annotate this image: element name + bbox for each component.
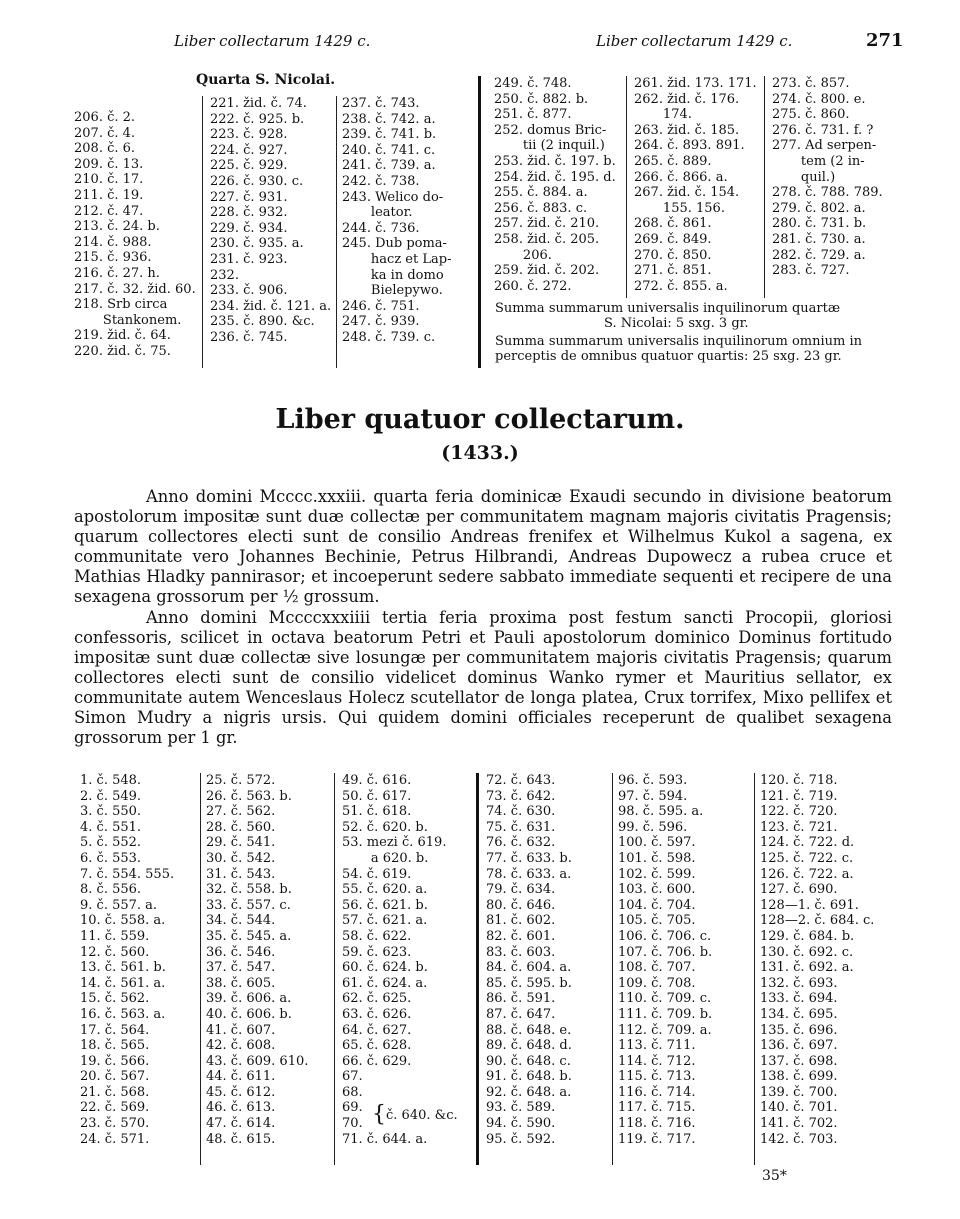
entry-line: 35. č. 545. a. <box>206 928 292 944</box>
entry-line: 282. č. 729. a. <box>772 247 866 263</box>
entry-line: 247. č. 939. <box>342 314 420 330</box>
entry-line: 41. č. 607. <box>206 1022 276 1038</box>
entry-line: 127. č. 690. <box>760 882 838 898</box>
entry-line: 234. žid. č. 121. a. <box>210 298 332 314</box>
entry-line: 87. č. 647. <box>486 1006 556 1022</box>
bottom-column-6 <box>760 773 874 1147</box>
entry-line: 276. č. 731. f. ? <box>772 122 874 138</box>
entry-line: 46. č. 613. <box>206 1100 276 1116</box>
entry-line: 11. č. 559. <box>80 928 150 944</box>
entry-line: 115. č. 713. <box>618 1069 696 1085</box>
entry-line: 101. č. 598. <box>618 850 696 866</box>
entry-line: 211. č. 19. <box>74 187 144 203</box>
entry-line: 238. č. 742. a. <box>342 111 436 127</box>
entry-line: 242. č. 738. <box>342 173 420 189</box>
entry-line: 12. č. 560. <box>80 944 150 960</box>
entry-line: 118. č. 716. <box>618 1116 696 1132</box>
entry-line: 26. č. 563. b. <box>206 788 292 804</box>
summary-line-3: Summa summarum universalis inquilinorum omnium in <box>495 334 862 349</box>
bottom-column-2 <box>206 773 308 1147</box>
entry-line: 119. č. 717. <box>618 1131 696 1147</box>
entry-line: ka in domo <box>342 267 444 283</box>
entry-line: 252. domus Bric- <box>494 122 607 138</box>
entry-line: 128—1. č. 691. <box>760 897 859 913</box>
signature-mark: 35* <box>762 1168 787 1184</box>
entry-line: 29. č. 541. <box>206 835 276 851</box>
right-running-head: Liber collectarum 1429 c. <box>596 32 793 50</box>
entry-line: 135. č. 696. <box>760 1022 838 1038</box>
entry-line: 56. č. 621. b. <box>342 897 428 913</box>
entry-line: 174. <box>634 107 692 123</box>
entry-line: 245. Dub poma- <box>342 236 447 252</box>
entry-line: 272. č. 855. a. <box>634 278 728 294</box>
entry-line: 233. č. 906. <box>210 283 288 299</box>
entry-line: 94. č. 590. <box>486 1116 556 1132</box>
entry-line: 239. č. 741. b. <box>342 127 437 143</box>
column-divider <box>334 773 335 1165</box>
entry-line: 5. č. 552. <box>80 835 142 851</box>
entry-line: 1. č. 548. <box>80 773 142 788</box>
entry-line: 73. č. 642. <box>486 788 556 804</box>
entry-line: 102. č. 599. <box>618 866 696 882</box>
entry-line: 108. č. 707. <box>618 960 696 976</box>
top-column-4 <box>494 76 616 294</box>
entry-line: 86. č. 591. <box>486 991 556 1007</box>
entry-line: 44. č. 611. <box>206 1069 276 1085</box>
entry-line: 215. č. 936. <box>74 250 152 266</box>
prose-body <box>74 487 892 748</box>
entry-line: 138. č. 699. <box>760 1069 838 1085</box>
page-number: 271 <box>866 30 904 51</box>
entry-line: 114. č. 712. <box>618 1053 696 1069</box>
entry-line: 75. č. 631. <box>486 819 556 835</box>
entry-line: 281. č. 730. a. <box>772 231 866 247</box>
summary-line-1: Summa summarum universalis inquilinorum quartæ <box>495 301 841 316</box>
entry-line: 8. č. 556. <box>80 882 142 898</box>
column-divider <box>612 773 613 1165</box>
entry-line: 111. č. 709. b. <box>618 1006 713 1022</box>
top-column-3 <box>342 96 451 346</box>
entry-line: 91. č. 648. b. <box>486 1069 572 1085</box>
entry-line: 48. č. 615. <box>206 1131 276 1147</box>
entry-line: 226. č. 930. c. <box>210 173 304 189</box>
entry-line: 22. č. 569. <box>80 1100 150 1116</box>
entry-line: 2. č. 549. <box>80 788 142 804</box>
entry-line: 253. žid. č. 197. b. <box>494 153 616 169</box>
entry-line: 123. č. 721. <box>760 819 838 835</box>
entry-line: 79. č. 634. <box>486 882 556 898</box>
entry-line: 96. č. 593. <box>618 773 688 788</box>
entry-line: 209. č. 13. <box>74 156 144 172</box>
entry-line: 280. č. 731. b. <box>772 216 867 232</box>
entry-line: 69. <box>342 1100 363 1116</box>
entry-line: 9. č. 557. a. <box>80 897 158 913</box>
document-title: Liber quatuor collectarum. <box>275 404 685 435</box>
summary-line-2: S. Nicolai: 5 sxg. 3 gr. <box>604 316 749 331</box>
entry-line: 100. č. 597. <box>618 835 696 851</box>
entry-line: 250. č. 882. b. <box>494 91 589 107</box>
entry-line: 104. č. 704. <box>618 897 696 913</box>
entry-line: 107. č. 706. b. <box>618 944 713 960</box>
entry-line: 4. č. 551. <box>80 819 142 835</box>
entry-line: 78. č. 633. a. <box>486 866 572 882</box>
entry-line: 264. č. 893. 891. <box>634 138 745 154</box>
entry-line: 18. č. 565. <box>80 1038 150 1054</box>
entry-line: 72. č. 643. <box>486 773 556 788</box>
entry-line: 130. č. 692. c. <box>760 944 854 960</box>
entry-line: 21. č. 568. <box>80 1084 150 1100</box>
entry-line: 224. č. 927. <box>210 142 288 158</box>
entry-line: 63. č. 626. <box>342 1006 412 1022</box>
entry-line: 66. č. 629. <box>342 1053 412 1069</box>
entry-line: 52. č. 620. b. <box>342 819 428 835</box>
entry-line: 244. č. 736. <box>342 220 420 236</box>
entry-line: 103. č. 600. <box>618 882 696 898</box>
entry-line: 140. č. 701. <box>760 1100 838 1116</box>
top-column-2 <box>210 96 331 346</box>
entry-line: 58. č. 622. <box>342 928 412 944</box>
entry-line: 65. č. 628. <box>342 1038 412 1054</box>
entry-line: 265. č. 889. <box>634 153 712 169</box>
column-divider <box>764 76 765 298</box>
entry-line: 20. č. 567. <box>80 1069 150 1085</box>
entry-line: 243. Welico do- <box>342 189 444 205</box>
entry-line: 67. <box>342 1069 363 1085</box>
bottom-column-1 <box>80 773 174 1147</box>
top-column-5 <box>634 76 757 294</box>
entry-line: 23. č. 570. <box>80 1116 150 1132</box>
summary-line-4: perceptis de omnibus quatuor quartis: 25 sxg. 23 gr. <box>495 349 842 364</box>
entry-line: a 620. b. <box>342 850 429 866</box>
column-divider <box>754 773 755 1165</box>
entry-line: 271. č. 851. <box>634 263 712 279</box>
entry-line: 70. <box>342 1116 363 1132</box>
entry-line: 131. č. 692. a. <box>760 960 854 976</box>
entry-line: 240. č. 741. c. <box>342 142 436 158</box>
section-heading: Quarta S. Nicolai. <box>196 72 336 88</box>
entry-line: 80. č. 646. <box>486 897 556 913</box>
column-divider <box>202 96 203 368</box>
entry-line: 62. č. 625. <box>342 991 412 1007</box>
entry-line: 7. č. 554. 555. <box>80 866 175 882</box>
entry-line: 28. č. 560. <box>206 819 276 835</box>
entry-line: 206. <box>494 247 552 263</box>
entry-line: 113. č. 711. <box>618 1038 696 1054</box>
entry-line: 60. č. 624. b. <box>342 960 428 976</box>
entry-line: 30. č. 542. <box>206 850 276 866</box>
entry-line: 274. č. 800. e. <box>772 91 866 107</box>
entry-line: 221. žid. č. 74. <box>210 96 307 111</box>
entry-line: 207. č. 4. <box>74 125 136 141</box>
entry-line: 236. č. 745. <box>210 329 288 345</box>
entry-line: 93. č. 589. <box>486 1100 556 1116</box>
entry-line: 241. č. 739. a. <box>342 158 436 174</box>
entry-line: 275. č. 860. <box>772 107 850 123</box>
entry-line: 212. č. 47. <box>74 203 144 219</box>
entry-line: 229. č. 934. <box>210 220 288 236</box>
entry-line: 219. žid. č. 64. <box>74 328 171 344</box>
entry-line: 89. č. 648. d. <box>486 1038 572 1054</box>
entry-line: 262. žid. č. 176. <box>634 91 740 107</box>
entry-line: 235. č. 890. &c. <box>210 314 315 330</box>
entry-line: 259. žid. č. 202. <box>494 263 600 279</box>
entry-line: 57. č. 621. a. <box>342 913 428 929</box>
entry-line: 90. č. 648. c. <box>486 1053 571 1069</box>
entry-line: 128—2. č. 684. c. <box>760 913 875 929</box>
entry-line: 55. č. 620. a. <box>342 882 428 898</box>
entry-line: 136. č. 697. <box>760 1038 838 1054</box>
entry-line: 137. č. 698. <box>760 1053 838 1069</box>
entry-line: 77. č. 633. b. <box>486 850 572 866</box>
entry-line: 141. č. 702. <box>760 1116 838 1132</box>
entry-line: 27. č. 562. <box>206 804 276 820</box>
entry-line: 117. č. 715. <box>618 1100 696 1116</box>
entry-line: 95. č. 592. <box>486 1131 556 1147</box>
entry-line: 237. č. 743. <box>342 96 420 111</box>
bottom-column-5 <box>618 773 712 1147</box>
entry-line: tem (2 in- <box>772 153 865 169</box>
entry-line: 16. č. 563. a. <box>80 1006 166 1022</box>
entry-line: 61. č. 624. a. <box>342 975 428 991</box>
entry-line: 6. č. 553. <box>80 850 142 866</box>
entry-line: 230. č. 935. a. <box>210 236 304 252</box>
entry-line: leator. <box>342 205 413 221</box>
entry-line: 227. č. 931. <box>210 189 288 205</box>
entry-line: 220. žid. č. 75. <box>74 343 171 359</box>
entry-line: 112. č. 709. a. <box>618 1022 712 1038</box>
entry-line: 53. mezi č. 619. <box>342 835 447 851</box>
entry-line: 116. č. 714. <box>618 1084 696 1100</box>
entry-line: 14. č. 561. a. <box>80 975 166 991</box>
entry-line: 13. č. 561. b. <box>80 960 166 976</box>
entry-line: 218. Srb circa <box>74 297 168 313</box>
entry-line: 71. č. 644. a. <box>342 1131 428 1147</box>
entry-line: 84. č. 604. a. <box>486 960 572 976</box>
entry-line: 254. žid. č. 195. d. <box>494 169 616 185</box>
entry-line: 50. č. 617. <box>342 788 412 804</box>
entry-line: 134. č. 695. <box>760 1006 838 1022</box>
entry-line: 232. <box>210 267 239 283</box>
entry-line: 105. č. 705. <box>618 913 696 929</box>
entry-line: 256. č. 883. c. <box>494 200 588 216</box>
entry-line: 208. č. 6. <box>74 141 136 157</box>
entry-line: 40. č. 606. b. <box>206 1006 292 1022</box>
entry-line: 279. č. 802. a. <box>772 200 866 216</box>
entry-line: 106. č. 706. c. <box>618 928 712 944</box>
entry-line: 25. č. 572. <box>206 773 276 788</box>
entry-line: 246. č. 751. <box>342 298 420 314</box>
entry-line: 266. č. 866. a. <box>634 169 728 185</box>
entry-line: 217. č. 32. žid. 60. <box>74 281 196 297</box>
entry-line: 268. č. 861. <box>634 216 712 232</box>
entry-line: 255. č. 884. a. <box>494 185 588 201</box>
entry-line: 126. č. 722. a. <box>760 866 854 882</box>
entry-line: 249. č. 748. <box>494 76 572 91</box>
entry-line: 17. č. 564. <box>80 1022 150 1038</box>
brace-mark: { <box>372 1102 386 1127</box>
entry-line: 216. č. 27. h. <box>74 265 160 281</box>
entry-line: 51. č. 618. <box>342 804 412 820</box>
entry-line: 129. č. 684. b. <box>760 928 855 944</box>
entry-line: 124. č. 722. d. <box>760 835 855 851</box>
thick-divider <box>478 76 481 368</box>
entry-line: 248. č. 739. c. <box>342 329 436 345</box>
entry-line: 34. č. 544. <box>206 913 276 929</box>
entry-line: 38. č. 605. <box>206 975 276 991</box>
brace-note: č. 640. &c. <box>386 1108 458 1123</box>
entry-line: Stankonem. <box>74 312 182 328</box>
paragraph-1: Anno domini Mcccc.xxxiii. quarta feria dominicæ Exaudi secundo in divisione beatorum apostolorum impositæ sunt duæ collectæ per communitatem magnam majoris civitatis Pragensis; quarum collectores electi sunt de consilio Andreas frenifex et Wilhelmus Kukol a sagena, ex communitate vero Johannes Bechinie, Petrus Hilbrandi, Andreas Dupowecz a rubea cruce et Mathias Hladky pannirasor; et incoeperunt sedere sabbato immediate sequenti et recipere de una sexagena grossorum per ½ grossum. <box>74 487 892 607</box>
entry-line: 267. žid. č. 154. <box>634 185 740 201</box>
entry-line: 98. č. 595. a. <box>618 804 704 820</box>
entry-line: 121. č. 719. <box>760 788 838 804</box>
entry-line: 42. č. 608. <box>206 1038 276 1054</box>
entry-line: 260. č. 272. <box>494 278 572 294</box>
entry-line: 10. č. 558. a. <box>80 913 166 929</box>
entry-line: 36. č. 546. <box>206 944 276 960</box>
entry-line: 263. žid. č. 185. <box>634 122 740 138</box>
entry-line: 122. č. 720. <box>760 804 838 820</box>
entry-line: 68. <box>342 1084 363 1100</box>
entry-line: 88. č. 648. e. <box>486 1022 572 1038</box>
top-column-6 <box>772 76 883 279</box>
entry-line: 39. č. 606. a. <box>206 991 292 1007</box>
entry-line: 223. č. 928. <box>210 127 288 143</box>
top-column-1 <box>74 110 196 360</box>
entry-line: 142. č. 703. <box>760 1131 838 1147</box>
entry-line: 283. č. 727. <box>772 263 850 279</box>
entry-line: 214. č. 988. <box>74 234 152 250</box>
entry-line: 257. žid. č. 210. <box>494 216 600 232</box>
entry-line: tii (2 inquil.) <box>494 138 605 154</box>
entry-line: 258. žid. č. 205. <box>494 231 600 247</box>
entry-line: 278. č. 788. 789. <box>772 185 883 201</box>
entry-line: 270. č. 850. <box>634 247 712 263</box>
entry-line: 231. č. 923. <box>210 251 288 267</box>
entry-line: 3. č. 550. <box>80 804 142 820</box>
entry-line: 45. č. 612. <box>206 1084 276 1100</box>
entry-line: 251. č. 877. <box>494 107 572 123</box>
entry-line: 54. č. 619. <box>342 866 412 882</box>
entry-line: Bielepywo. <box>342 283 443 299</box>
entry-line: 222. č. 925. b. <box>210 111 305 127</box>
entry-line: 59. č. 623. <box>342 944 412 960</box>
entry-line: 15. č. 562. <box>80 991 150 1007</box>
entry-line: 97. č. 594. <box>618 788 688 804</box>
entry-line: 74. č. 630. <box>486 804 556 820</box>
entry-line: 228. č. 932. <box>210 205 288 221</box>
entry-line: 225. č. 929. <box>210 158 288 174</box>
entry-line: 139. č. 700. <box>760 1084 838 1100</box>
entry-line: 24. č. 571. <box>80 1131 150 1147</box>
entry-line: 277. Ad serpen- <box>772 138 877 154</box>
entry-line: 132. č. 693. <box>760 975 838 991</box>
entry-line: 273. č. 857. <box>772 76 850 91</box>
entry-line: 213. č. 24. b. <box>74 219 160 235</box>
entry-line: 110. č. 709. c. <box>618 991 712 1007</box>
document-year: (1433.) <box>441 442 519 464</box>
entry-line: 133. č. 694. <box>760 991 838 1007</box>
entry-line: 261. žid. 173. 171. <box>634 76 757 91</box>
entry-line: 43. č. 609. 610. <box>206 1053 309 1069</box>
entry-line: 99. č. 596. <box>618 819 688 835</box>
thick-divider <box>476 773 479 1165</box>
entry-line: 125. č. 722. c. <box>760 850 854 866</box>
entry-line: 19. č. 566. <box>80 1053 150 1069</box>
entry-line: 31. č. 543. <box>206 866 276 882</box>
left-running-head: Liber collectarum 1429 c. <box>174 32 371 50</box>
entry-line: 120. č. 718. <box>760 773 838 788</box>
entry-line: 37. č. 547. <box>206 960 276 976</box>
entry-line: 32. č. 558. b. <box>206 882 292 898</box>
bottom-column-3 <box>342 773 446 1147</box>
column-divider <box>200 773 201 1165</box>
bottom-column-4 <box>486 773 572 1147</box>
entry-line: 83. č. 603. <box>486 944 556 960</box>
entry-line: 210. č. 17. <box>74 172 144 188</box>
entry-line: 85. č. 595. b. <box>486 975 572 991</box>
entry-line: 47. č. 614. <box>206 1116 276 1132</box>
column-divider <box>626 76 627 298</box>
paragraph-2: Anno domini Mccccxxxiiii tertia feria proxima post festum sancti Procopii, gloriosi confessoris, scilicet in octava beatorum Petri et Pauli apostolorum dominico Dominus fortitudo impositæ sunt duæ collectæ sive losungæ per communitatem majoris civitatis Pragensis; quarum collectores electi sunt de consilio videlicet dominus Wanko rymer et Mauritius sellator, ex communitate autem Wenceslaus Holecz scutellator de longa platea, Crux torrifex, Mixo pellifex et Simon Mudry a nigris ursis. Qui quidem domini officiales receperunt de qualibet sexagena grossorum per 1 gr. <box>74 607 892 748</box>
entry-line: 76. č. 632. <box>486 835 556 851</box>
entry-line: hacz et Lap- <box>342 251 452 267</box>
entry-line: 92. č. 648. a. <box>486 1084 572 1100</box>
column-divider <box>336 96 337 368</box>
entry-line: 81. č. 602. <box>486 913 556 929</box>
entry-line: 109. č. 708. <box>618 975 696 991</box>
entry-line: 49. č. 616. <box>342 773 412 788</box>
entry-line: 269. č. 849. <box>634 231 712 247</box>
entry-line: 206. č. 2. <box>74 110 136 125</box>
entry-line: 33. č. 557. c. <box>206 897 291 913</box>
entry-line: quil.) <box>772 169 836 185</box>
entry-line: 82. č. 601. <box>486 928 556 944</box>
entry-line: 155. 156. <box>634 200 725 216</box>
entry-line: 64. č. 627. <box>342 1022 412 1038</box>
